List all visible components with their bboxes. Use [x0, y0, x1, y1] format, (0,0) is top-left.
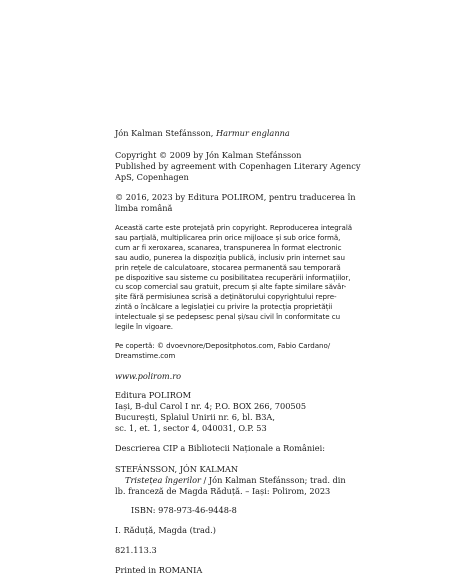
legal-line: intelectuale și se pedepsesc penal și/sau civil în conformitate cu	[115, 312, 341, 322]
cover-credit-line: Dreamstime.com	[115, 350, 176, 360]
legal-line: șite fără permisiunea scrisă a deținătorului copyrightului repre-	[115, 292, 337, 302]
copyright-page	[115, 128, 415, 576]
legal-notice	[115, 223, 415, 332]
copyright-line: Published by agreement with Copenhagen Literary Agency	[115, 161, 361, 171]
legal-line: sau audio, punerea la dispoziția publică, inclusiv prin internet sau	[115, 252, 345, 262]
cover-credit	[115, 341, 415, 361]
copyright-line: Copyright © 2009 by Jón Kalman Stefánsson	[115, 150, 302, 160]
cip-entry-line	[115, 475, 415, 486]
cip-entry-line2: lb. franceză de Magda Răduță. – Iași: Polirom, 2023	[115, 485, 331, 496]
copyright-line: ApS, Copenhagen	[115, 172, 189, 182]
author-line	[115, 128, 415, 139]
legal-line: Această carte este protejată prin copyright. Reproducerea integrală	[115, 223, 353, 232]
cip-heading: Descrierea CIP a Bibliotecii Naționale a României:	[115, 442, 325, 453]
polirom-copyright-line: © 2016, 2023 by Editura POLIROM, pentru traducerea în	[115, 192, 356, 202]
publisher-line: Editura POLIROM	[115, 389, 191, 400]
legal-line: pe dispozitive sau sisteme cu posibilitatea recuperării informațiilor,	[115, 272, 351, 282]
printed-in: Printed in ROMANIA	[115, 564, 203, 575]
legal-line: cum ar fi xeroxarea, scanarea, transpunerea în format electronic	[115, 242, 342, 252]
classification-code: 821.113.3	[115, 544, 157, 555]
cip-entry-rest: / Jón Kalman Stefánsson; trad. din	[200, 474, 346, 485]
polirom-copyright-line: limba română	[115, 203, 173, 213]
publisher-address	[115, 390, 415, 434]
cip-entry	[115, 475, 415, 497]
author-name: Jón Kalman Stefánsson,	[115, 128, 216, 138]
isbn: ISBN: 978-973-46-9448-8	[131, 504, 237, 515]
publisher-line: București, Splaiul Unirii nr. 6, bl. B3A,	[115, 411, 275, 422]
publisher-line: sc. 1, et. 1, sector 4, 040031, O.P. 53	[115, 422, 267, 433]
legal-line: legile în vigoare.	[115, 322, 173, 332]
translator-entry: I. Răduță, Magda (trad.)	[115, 524, 216, 535]
cover-credit-line: Pe copertă: © dvoevnore/Depositphotos.com, Fabio Cardano/	[115, 340, 331, 350]
legal-line: zintă o încălcare a legislației cu privire la protecția proprietății	[115, 302, 333, 312]
website	[115, 371, 415, 382]
legal-line: prin rețele de calculatoare, stocarea permanentă sau temporară	[115, 262, 341, 272]
copyright-block	[115, 150, 415, 183]
polirom-copyright-block	[115, 192, 415, 214]
website-text: www.polirom.ro	[115, 370, 182, 381]
cip-title: Tristețea îngerilor	[125, 474, 201, 485]
cip-author: STEFÁNSSON, JÓN KALMAN	[115, 463, 239, 474]
legal-line: sau parțială, multiplicarea prin orice mijloace și sub orice formă,	[115, 232, 341, 242]
original-title: Harmur englanna	[215, 128, 290, 138]
publisher-line: Iași, B-dul Carol I nr. 4; P.O. BOX 266, 700505	[115, 400, 307, 411]
legal-line: cu scop comercial sau gratuit, precum și alte fapte similare săvâr-	[115, 282, 347, 292]
